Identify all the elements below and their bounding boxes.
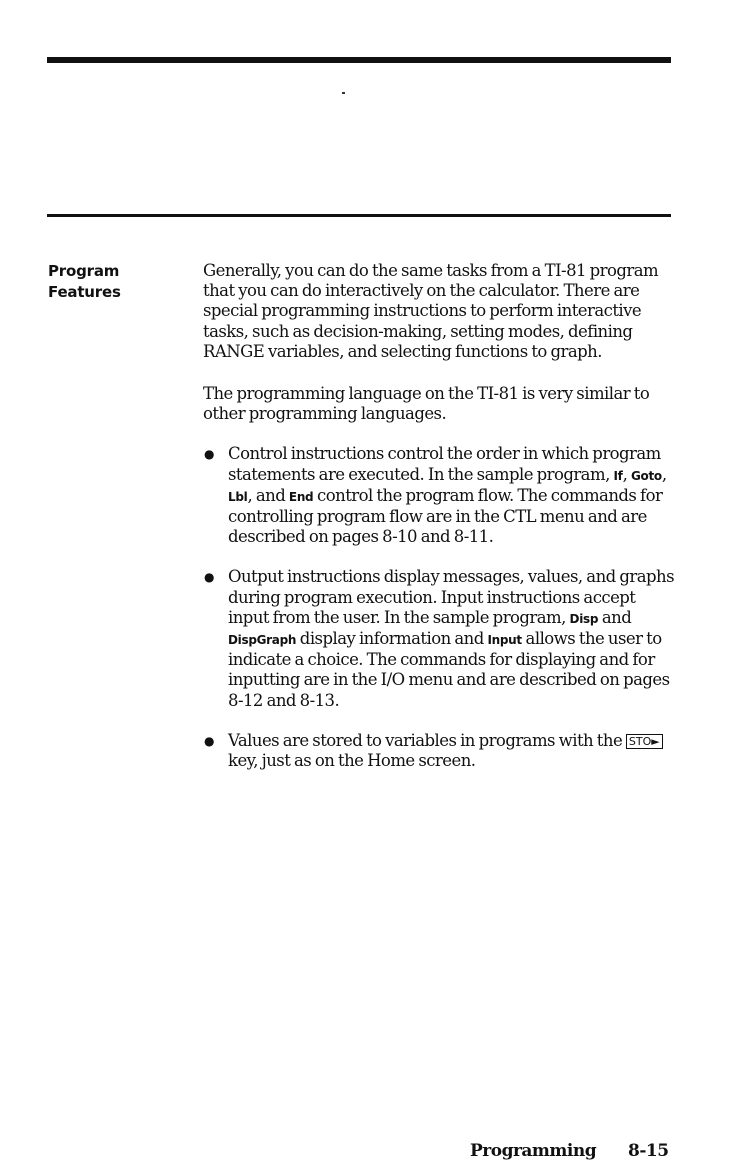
scan-speck — [342, 92, 345, 94]
intro-paragraph: Generally, you can do the same tasks from a TI-81 program that you can do interactively on the calculator. There are special programming instructions to perform interactive tasks, such as decision-making, setting modes, defining RANGE variables, and selecting functions to graph. — [203, 261, 659, 361]
section-rule — [47, 214, 671, 217]
keyword-lbl: Lbl — [228, 489, 248, 504]
language-paragraph: The programming language on the TI-81 is very similar to other programming languages. — [203, 384, 650, 424]
main-content — [203, 261, 675, 791]
keyword-end: End — [288, 489, 314, 504]
list-item-store: ● Values are stored to variables in programs with the STO► key, just as on the Home screen. — [203, 731, 675, 771]
sidebar-heading-line2: Features — [48, 283, 121, 301]
bullet-icon: ● — [204, 733, 214, 748]
keyword-if: If — [613, 468, 623, 483]
keyword-dispgraph: DispGraph — [228, 633, 297, 648]
keyword-input: Input — [487, 633, 522, 648]
keyword-goto: Goto — [630, 468, 662, 483]
top-rule — [47, 57, 671, 63]
sto-key-icon: STO► — [626, 734, 663, 749]
features-list — [203, 444, 675, 771]
keyword-disp: Disp — [569, 611, 599, 626]
list-item-io: ● Output instructions display messages, values, and graphs during program execution. Input instructions accept input from the user. In the sample program, Disp and DispGraph display information and Input allows the user to indicate a choice. The commands for displaying and for inputting are in the I/O menu and are described on pages 8-12 and 8-13. — [204, 567, 675, 710]
bullet-icon: ● — [204, 447, 214, 462]
footer-section-title: Programming — [470, 1141, 597, 1161]
bullet-icon: ● — [204, 570, 214, 585]
page-number: 8-15 — [628, 1141, 669, 1161]
sidebar-heading-line1: Program — [48, 262, 120, 280]
sidebar-heading — [48, 261, 121, 303]
list-item-control: ● Control instructions control the order in which program statements are executed. In the sample program, If, Goto, Lbl, and End control the program flow. The commands for controlling program flow are in the CTL menu and are described on pages 8-10 and 8-11. — [204, 444, 667, 547]
